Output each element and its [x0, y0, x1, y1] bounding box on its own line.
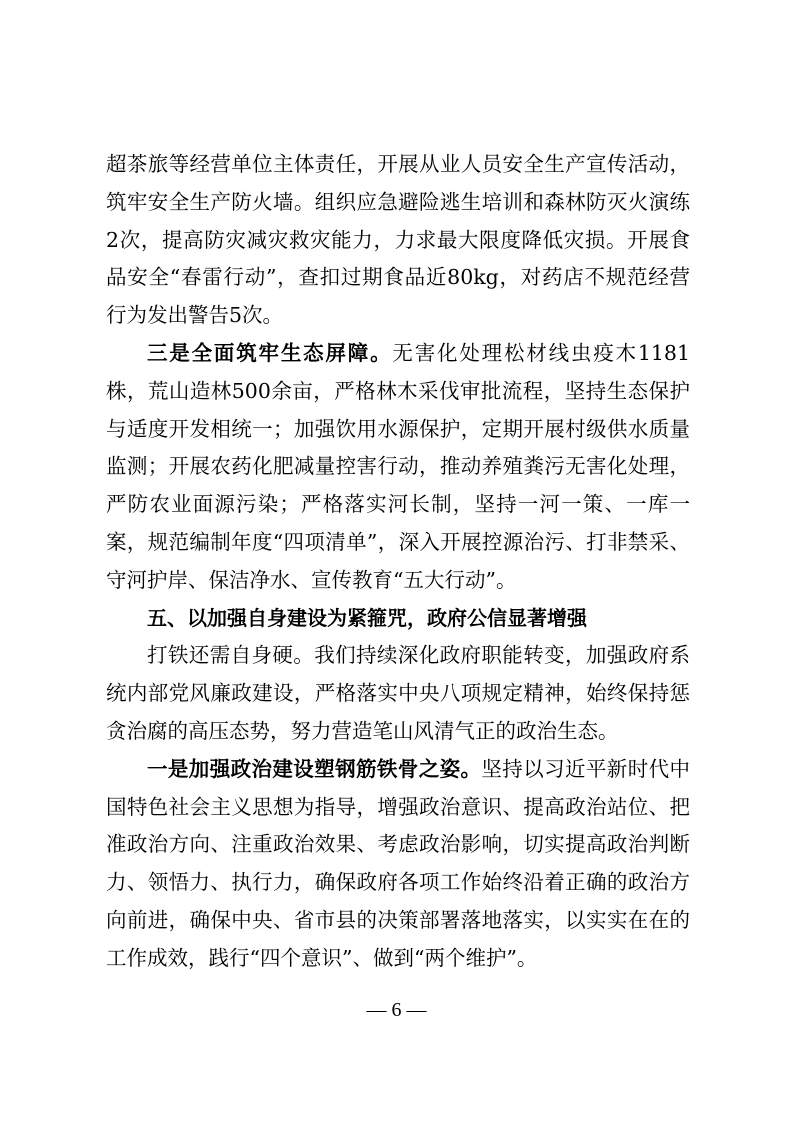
paragraph-text: 无害化处理松材线虫疫木1181株，荒山造林500余亩，严格林木采伐审批流程，坚持生态保护与适度开发相统一；加强饮用水源保护，定期开展村级供水质量监测；开展农药化肥减量控害行动，推动养殖粪污无害化处理，严防农业面源污染；严格落实河长制，坚持一河一策、一库一案，规范编制年度“四项清单”，深入开展控源治污、打非禁采、守河护岸、保洁净水、宣传教育“五大行动”。: [106, 340, 691, 592]
paragraph-self-building-intro: [106, 637, 690, 750]
paragraph-lead-heading: 一是加强政治建设塑钢筋铁骨之姿。: [147, 756, 482, 781]
paragraph-safety-continuation: [106, 146, 690, 335]
paragraph-text: 坚持以习近平新时代中国特色社会主义思想为指导，增强政治意识、提高政治站位、把准政治方向、注重政治效果、考虑政治影响，切实提高政治判断力、领悟力、执行力，确保政府各项工作始终沿着正确的政治方向前进，确保中央、省市县的决策部署落地落实，以实实在在的工作成效，践行“四个意识”、做到“两个维护”。: [106, 756, 691, 970]
document-body: [106, 146, 690, 978]
page-number: — 6 —: [366, 999, 427, 1021]
paragraph-text: 超茶旅等经营单位主体责任，开展从业人员安全生产宣传活动，筑牢安全生产防火墙。组织应急避险逃生培训和森林防灭火演练2次，提高防灾减灾救灾能力，力求最大限度降低灾损。开展食品安全“春雷行动”，查扣过期食品近80kg，对药店不规范经营行为发出警告5次。: [106, 152, 690, 328]
paragraph-political-building: [106, 751, 690, 978]
section-heading: 五、以加强自身建设为紧箍咒，政府公信显著增强: [147, 605, 587, 630]
paragraph-text: 打铁还需自身硬。我们持续深化政府职能转变，加强政府系统内部党风廉政建设，严格落实中央八项规定精神，始终保持惩贪治腐的高压态势，努力营造笔山风清气正的政治生态。: [106, 643, 690, 743]
paragraph-lead-heading: 三是全面筑牢生态屏障。: [147, 340, 393, 365]
paragraph-ecology: [106, 335, 690, 600]
